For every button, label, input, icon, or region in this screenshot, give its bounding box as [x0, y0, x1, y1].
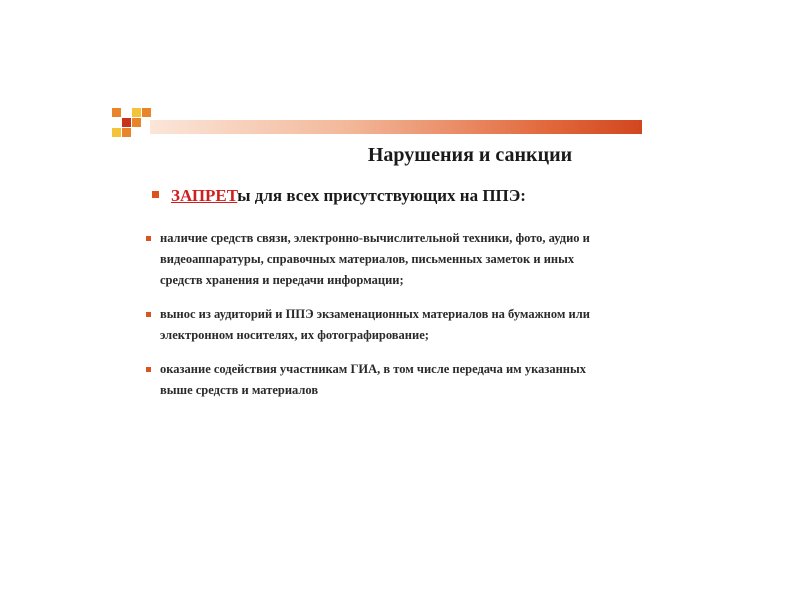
- logo-square: [132, 118, 141, 127]
- subtitle-accent: ЗАПРЕТ: [171, 186, 238, 205]
- slide-title: Нарушения и санкции: [367, 144, 573, 166]
- subtitle-text: [171, 186, 526, 206]
- logo-square: [122, 118, 131, 127]
- square-bullet-icon: [146, 367, 151, 372]
- list-item: [146, 359, 616, 401]
- logo-square: [122, 128, 131, 137]
- square-bullet-icon: [146, 236, 151, 241]
- logo-mosaic-icon: [112, 108, 152, 140]
- logo-square: [142, 108, 151, 117]
- square-bullet-icon: [146, 312, 151, 317]
- list-item: [146, 228, 616, 291]
- list-item-text: вынос из аудиторий и ППЭ экзаменационных материалов на бумажном или электронном носителях, их фотографирование;: [160, 307, 590, 342]
- logo-square: [112, 108, 121, 117]
- square-bullet-icon: [152, 191, 159, 198]
- header-gradient-bar: [150, 120, 642, 134]
- logo-square: [132, 108, 141, 117]
- logo-square: [112, 128, 121, 137]
- subtitle-rest: ы для всех присутствующих на ППЭ:: [237, 186, 526, 205]
- prohibitions-list: [146, 228, 616, 414]
- list-item-text: оказание содействия участникам ГИА, в том числе передача им указанных выше средств и материалов: [160, 362, 587, 397]
- list-item-text: наличие средств связи, электронно-вычислительной техники, фото, аудио и видеоаппаратуры, справочных материалов, письменных заметок и иных средств хранения и передачи информации;: [160, 231, 590, 287]
- list-item: [146, 304, 616, 346]
